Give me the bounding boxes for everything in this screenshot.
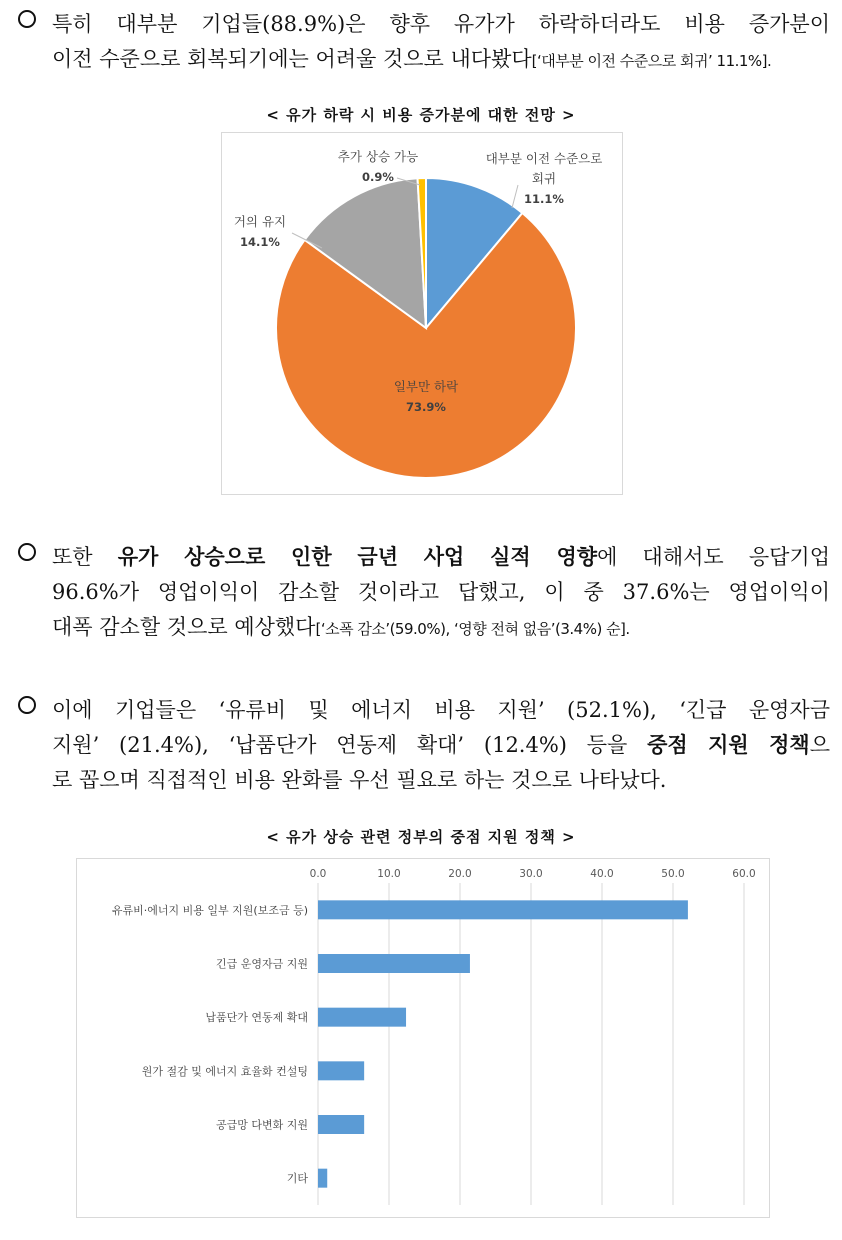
pie-chart-frame [221,132,623,495]
pie-value-label: 73.9% [406,400,446,414]
text-line: 이에 기업들은 ‘유류비 및 에너지 비용 지원’ (52.1%), ‘긴급 운영자금 [52,698,830,722]
x-tick-label: 40.0 [590,868,614,880]
pie-label: 대부분 이전 수준으로 [485,151,603,166]
pie-label: 추가 상승 가능 [337,149,419,164]
bar-chart-frame [76,858,770,1218]
note-text: [‘대부분 이전 수준으로 회귀’ 11.1%]. [531,52,772,70]
bar [318,1169,327,1188]
bar [318,1115,364,1134]
paragraph-3 [18,693,830,798]
paragraph-2 [18,540,830,647]
bar [318,1008,406,1027]
bar [318,1061,364,1080]
pie-label: 회귀 [531,171,557,186]
text-line: 지원’ (21.4%), ‘납품단가 연동제 확대’ (12.4%) 등을 중점 지원 정책으 [52,733,831,757]
note-text: [‘소폭 감소’(59.0%), ‘영향 전혀 없음’(3.4%) 순]. [315,620,630,638]
circle-bullet-icon [18,543,36,561]
x-tick-label: 60.0 [732,868,756,880]
category-label: 유류비·에너지 비용 일부 지원(보조금 등) [111,903,308,917]
bar [318,954,470,973]
text-line: 특히 대부분 기업들(88.9%)은 향후 유가가 하락하더라도 비용 증가분이 [52,12,830,36]
pie-chart [222,133,622,494]
text-line: 이전 수준으로 회복되기에는 어려울 것으로 내다봤다[‘대부분 이전 수준으로 회귀’ 11.1%]. [52,47,772,71]
category-label: 납품단가 연동제 확대 [205,1011,308,1025]
paragraph-1 [18,7,830,79]
leader-line [512,185,518,208]
category-label: 긴급 운영자금 지원 [215,957,308,971]
x-tick-label: 20.0 [448,868,472,880]
pie-label: 거의 유지 [233,214,287,229]
x-tick-label: 0.0 [309,868,327,880]
emphasis-text: 중점 지원 정책 [647,733,810,757]
text-line: 또한 유가 상승으로 인한 금년 사업 실적 영향에 대해서도 응답기업 [52,545,830,569]
pie-label: 일부만 하락 [393,379,459,394]
bar-chart [77,859,769,1217]
text-line: 96.6%가 영업이익이 감소할 것이라고 답했고, 이 중 37.6%는 영업이익이 [52,580,830,604]
x-tick-label: 30.0 [519,868,543,880]
emphasis-text: 유가 상승으로 인한 금년 사업 실적 영향 [117,545,598,569]
pie-value-label: 11.1% [524,192,564,206]
bar [318,900,688,919]
pie-value-label: 14.1% [240,235,280,249]
x-tick-label: 50.0 [661,868,685,880]
bar-chart-title: < 유가 상승 관련 정부의 중점 지원 정책 > [266,828,576,846]
text-line: 로 꼽으며 직접적인 비용 완화를 우선 필요로 하는 것으로 나타났다. [52,768,667,792]
text-line: 대폭 감소할 것으로 예상했다[‘소폭 감소’(59.0%), ‘영향 전혀 없음’(3.4%) 순]. [52,615,630,639]
circle-bullet-icon [18,696,36,714]
circle-bullet-icon [18,10,36,28]
pie-chart-title: < 유가 하락 시 비용 증가분에 대한 전망 > [266,106,576,124]
category-label: 원가 절감 및 에너지 효율화 컨설팅 [141,1064,308,1078]
x-tick-label: 10.0 [377,868,401,880]
category-label: 기타 [286,1172,308,1186]
pie-value-label: 0.9% [362,170,394,184]
category-label: 공급망 다변화 지원 [215,1118,308,1132]
